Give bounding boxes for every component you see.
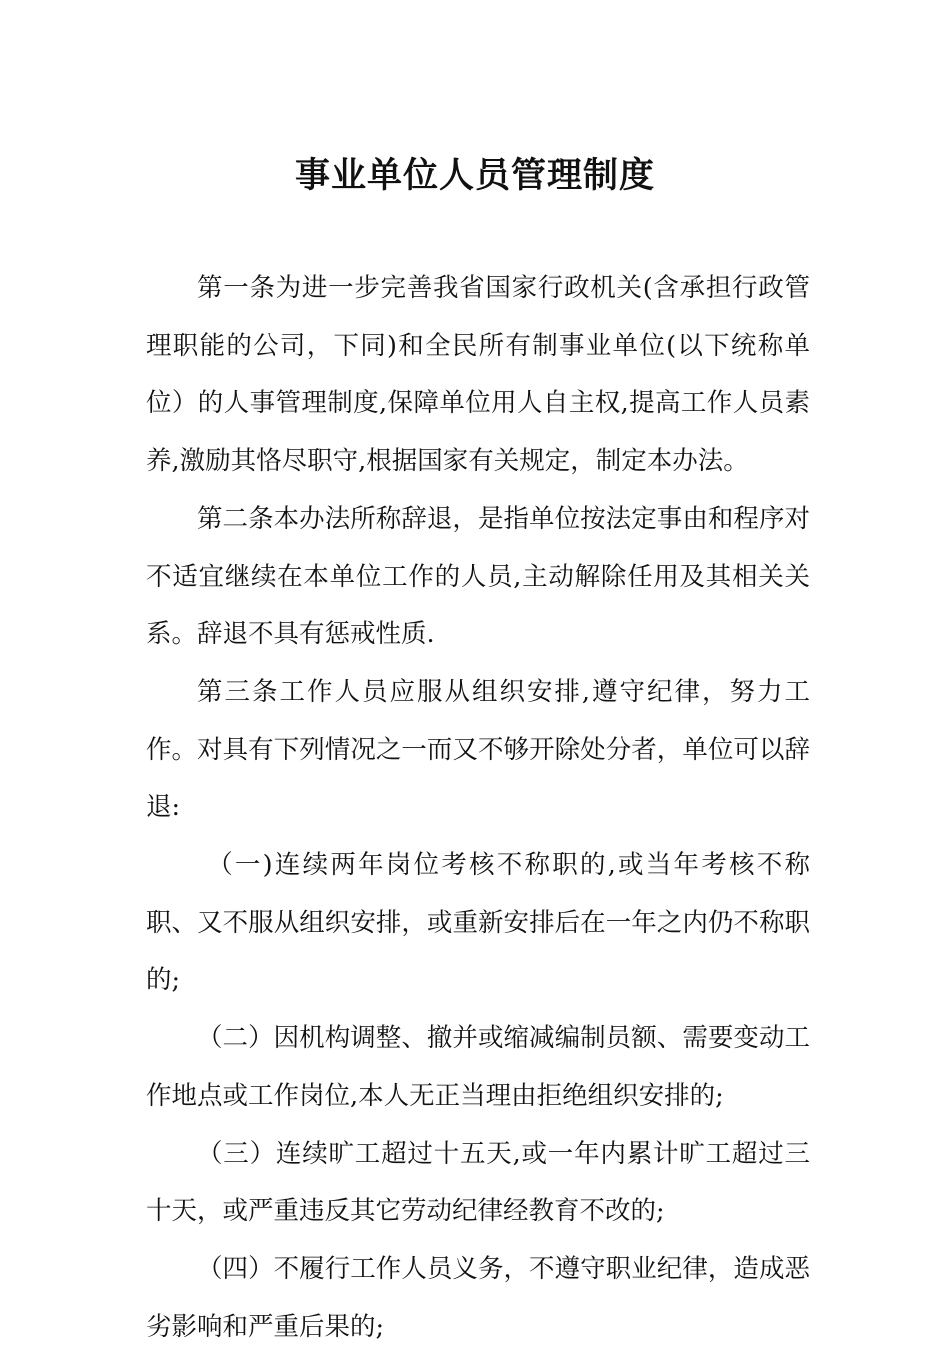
document-title: 事业单位人员管理制度 — [294, 155, 655, 197]
clause-2-paragraph: （二）因机构调整、撤并或缩减编制员额、需要变动工作地点或工作岗位,本人无正当理由拒绝组织安排的; — [146, 1023, 810, 1111]
clause-3-paragraph: （三）连续旷工超过十五天,或一年内累计旷工超过三十天，或严重违反其它劳动纪律经教育不改的; — [146, 1138, 810, 1227]
article-2-paragraph: 第二条本办法所称辞退，是指单位按法定事由和程序对不适宜继续在本单位工作的人员,主动解除任用及其相关关系。辞退不具有惩戒性质. — [146, 503, 810, 650]
article-3-paragraph: 第三条工作人员应服从组织安排,遵守纪律，努力工作。对具有下列情况之一而又不够开除处分者，单位可以辞退: — [146, 676, 810, 823]
article-1-paragraph: 第一条为进一步完善我省国家行政机关(含承担行政管理职能的公司，下同)和全民所有制事业单位(以下统称单位）的人事管理制度,保障单位用人自主权,提高工作人员素养,激励其恪尽职守,根据国家有关规定，制定本办法。 — [146, 273, 810, 477]
document-body — [146, 260, 810, 1356]
clause-4-paragraph: （四）不履行工作人员义务，不遵守职业纪律，造成恶劣影响和严重后果的; — [146, 1253, 810, 1342]
clause-1-paragraph: （一)连续两年岗位考核不称职的,或当年考核不称职、又不服从组织安排，或重新安排后在一年之内仍不称职的; — [146, 850, 810, 996]
